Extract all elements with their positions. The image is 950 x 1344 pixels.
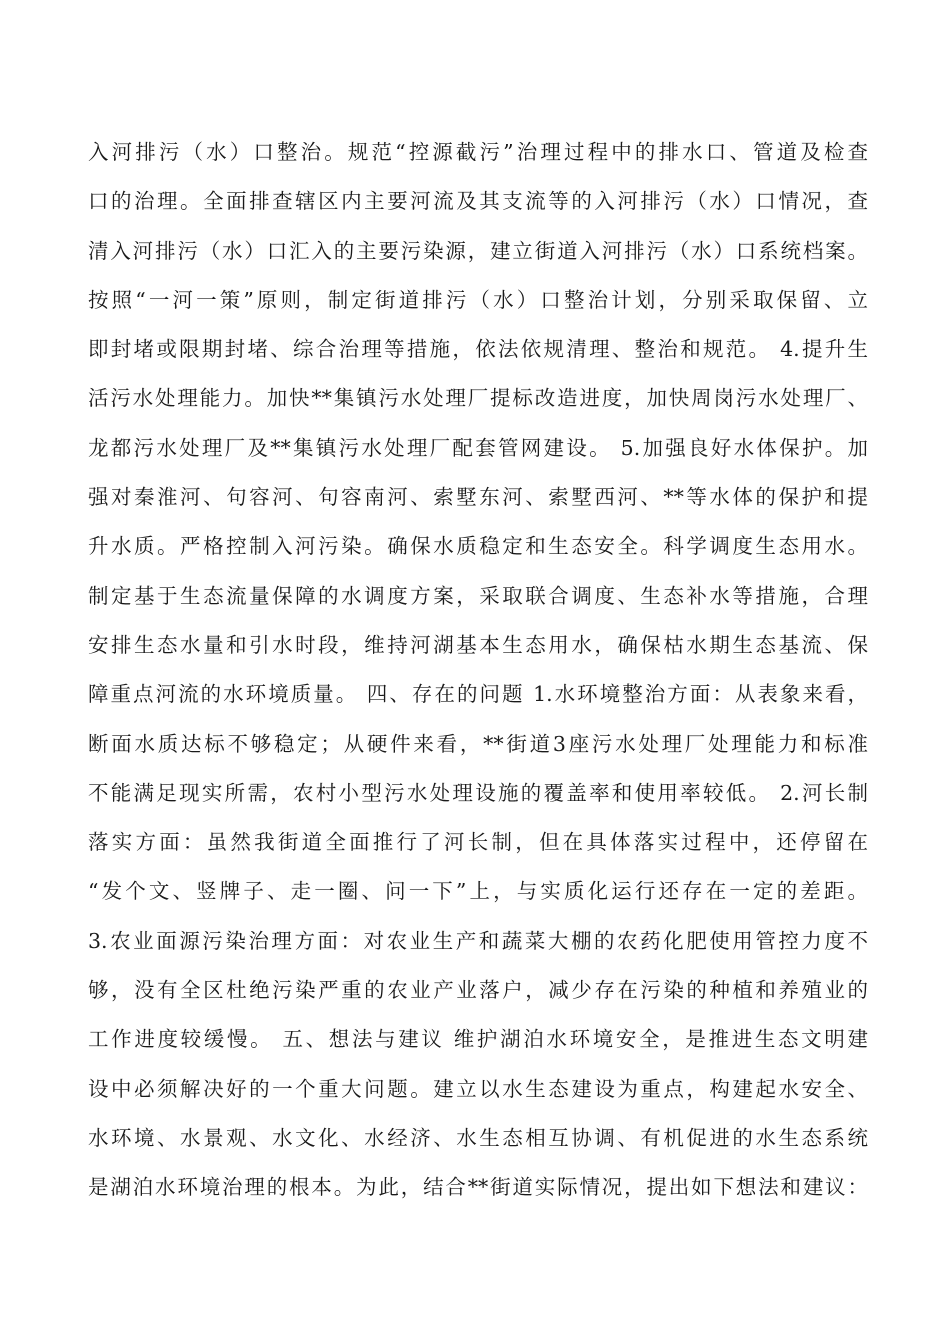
- text-line: 落实方面：虽然我街道全面推行了河长制，但在具体落实过程中，还停留在: [88, 830, 868, 855]
- text-line: 按照“一河一策”原则，制定街道排污（水）口整治计划，分别采取保留、立: [88, 287, 868, 312]
- text-line: 升水质。严格控制入河污染。确保水质稳定和生态安全。科学调度生态用水。: [88, 534, 868, 559]
- text-line: 设中必须解决好的一个重大问题。建立以水生态建设为重点，构建起水安全、: [88, 1076, 868, 1101]
- text-line: “发个文、竖牌子、走一圈、问一下”上，与实质化运行还存在一定的差距。: [88, 879, 868, 904]
- text-line: 是湖泊水环境治理的根本。为此，结合**街道实际情况，提出如下想法和建议：: [88, 1175, 868, 1200]
- text-line: 制定基于生态流量保障的水调度方案，采取联合调度、生态补水等措施，合理: [88, 583, 868, 608]
- text-line: 即封堵或限期封堵、综合治理等措施，依法依规清理、整治和规范。 4.提升生: [88, 337, 868, 362]
- text-line: 清入河排污（水）口汇入的主要污染源，建立街道入河排污（水）口系统档案。: [88, 238, 868, 263]
- text-line: 3.农业面源污染治理方面：对农业生产和蔬菜大棚的农药化肥使用管控力度不: [88, 928, 868, 953]
- text-line: 安排生态水量和引水时段，维持河湖基本生态用水，确保枯水期生态基流、保: [88, 632, 868, 657]
- text-line: 口的治理。全面排查辖区内主要河流及其支流等的入河排污（水）口情况，查: [88, 189, 868, 214]
- text-line: 不能满足现实所需，农村小型污水处理设施的覆盖率和使用率较低。 2.河长制: [88, 780, 868, 805]
- text-line: 水环境、水景观、水文化、水经济、水生态相互协调、有机促进的水生态系统: [88, 1125, 868, 1150]
- text-line: 强对秦淮河、句容河、句容南河、索墅东河、索墅西河、**等水体的保护和提: [88, 485, 868, 510]
- text-line: 障重点河流的水环境质量。 四、存在的问题 1.水环境整治方面：从表象来看，: [88, 682, 868, 707]
- text-line: 断面水质达标不够稳定；从硬件来看，**街道3座污水处理厂处理能力和标准: [88, 731, 868, 756]
- text-line: 够，没有全区杜绝污染严重的农业产业落户，减少存在污染的种植和养殖业的: [88, 978, 868, 1003]
- text-line: 入河排污（水）口整治。规范“控源截污”治理过程中的排水口、管道及检查: [88, 140, 868, 164]
- text-line: 工作进度较缓慢。 五、想法与建议 维护湖泊水环境安全，是推进生态文明建: [88, 1027, 868, 1052]
- text-line: 龙都污水处理厂及**集镇污水处理厂配套管网建设。 5.加强良好水体保护。加: [88, 435, 868, 460]
- body-text: [88, 128, 868, 1213]
- text-line: 活污水处理能力。加快**集镇污水处理厂提标改造进度，加快周岗污水处理厂、: [88, 386, 868, 411]
